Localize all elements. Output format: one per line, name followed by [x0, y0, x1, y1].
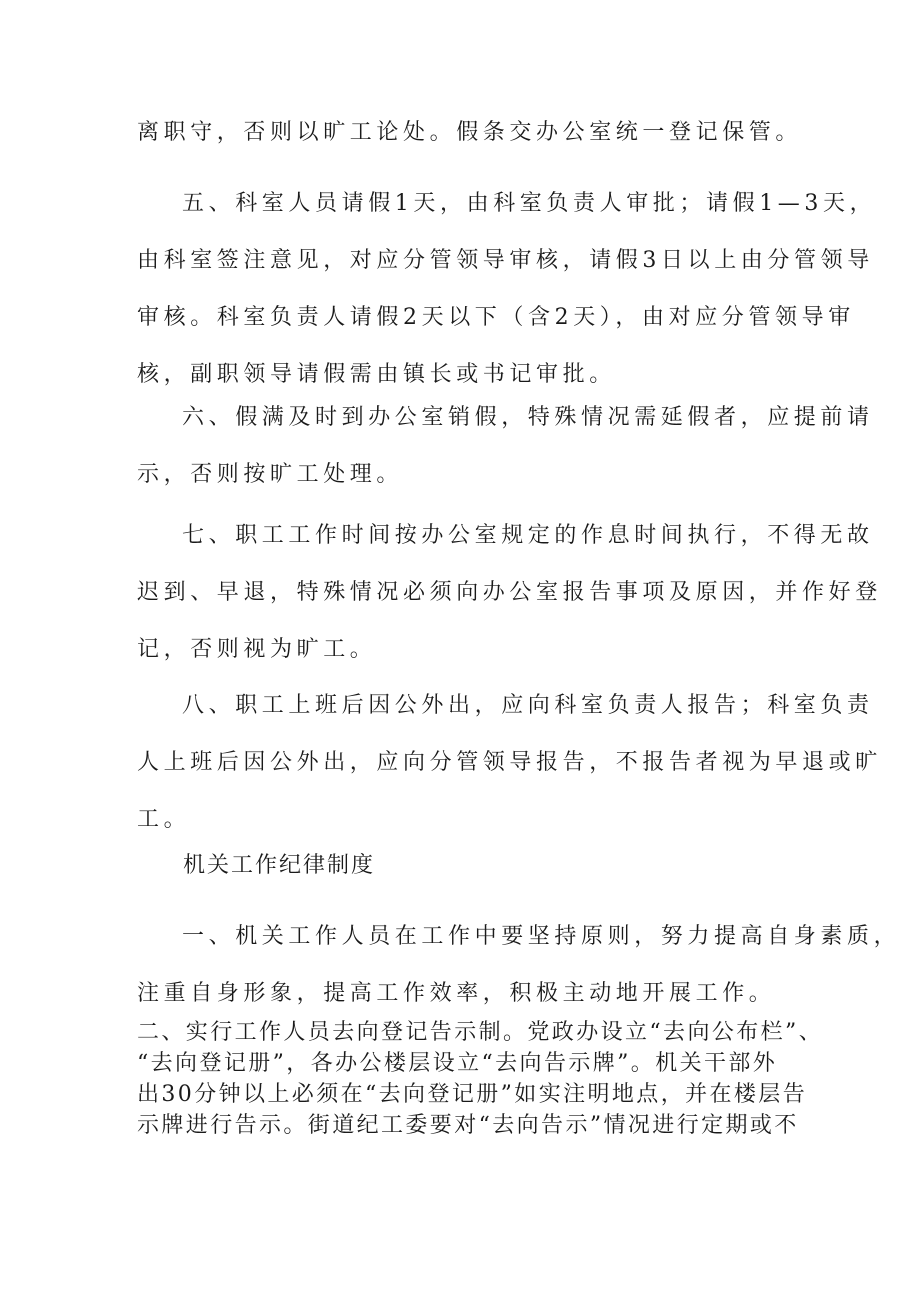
text-line: 示牌进行告示。街道纪工委要对“去向告示”情况进行定期或不	[137, 1113, 799, 1138]
text-line: 审核。科室负责人请假2天以下（含2天），由对应分管领导审	[137, 305, 855, 330]
text-line: 迟到、早退，特殊情况必须向办公室报告事项及原因，并作好登	[137, 580, 882, 605]
text-line: “去向登记册”，各办公楼层设立“去向告示牌”。机关干部外	[137, 1051, 778, 1076]
text-line: 人上班后因公外出，应向分管领导报告，不报告者视为早退或旷	[137, 750, 882, 775]
text-line: 离职守，否则以旷工论处。假条交办公室统一登记保管。	[137, 120, 803, 145]
text-line: 八、职工上班后因公外出，应向科室负责人报告；科室负责	[182, 693, 874, 718]
text-line: 记，否则视为旷工。	[137, 637, 377, 662]
paragraph-intro	[137, 104, 803, 161]
section-title: 机关工作纪律制度	[183, 853, 376, 878]
text-line: 一、机关工作人员在工作中要坚持原则，努力提高自身素质，	[182, 924, 901, 949]
text-line: 出30分钟以上必须在“去向登记册”如实注明地点，并在楼层告	[137, 1082, 808, 1107]
paragraph-7	[137, 507, 882, 678]
text-line: 核，副职领导请假需由镇长或书记审批。	[137, 362, 616, 387]
text-line: 示，否则按旷工处理。	[137, 462, 404, 487]
text-line: 注重自身形象，提高工作效率，积极主动地开展工作。	[137, 981, 776, 1006]
text-line: 工。	[137, 807, 191, 832]
text-line: 六、假满及时到办公室销假，特殊情况需延假者，应提前请	[182, 405, 874, 430]
section-paragraph-2	[137, 1017, 824, 1141]
text-line: 七、职工工作时间按办公室规定的作息时间执行，不得无故	[182, 523, 874, 548]
text-line: 五、科室人员请假1天，由科室负责人审批；请假1—3天，	[182, 191, 877, 216]
section-paragraph-1	[137, 908, 901, 1022]
text-line: 二、实行工作人员去向登记告示制。党政办设立“去向公布栏”、	[137, 1020, 824, 1045]
text-line: 由科室签注意见，对应分管领导审核，请假3日以上由分管领导	[137, 248, 874, 273]
paragraph-5	[137, 175, 877, 403]
paragraph-8	[137, 677, 882, 848]
paragraph-6	[137, 389, 874, 503]
